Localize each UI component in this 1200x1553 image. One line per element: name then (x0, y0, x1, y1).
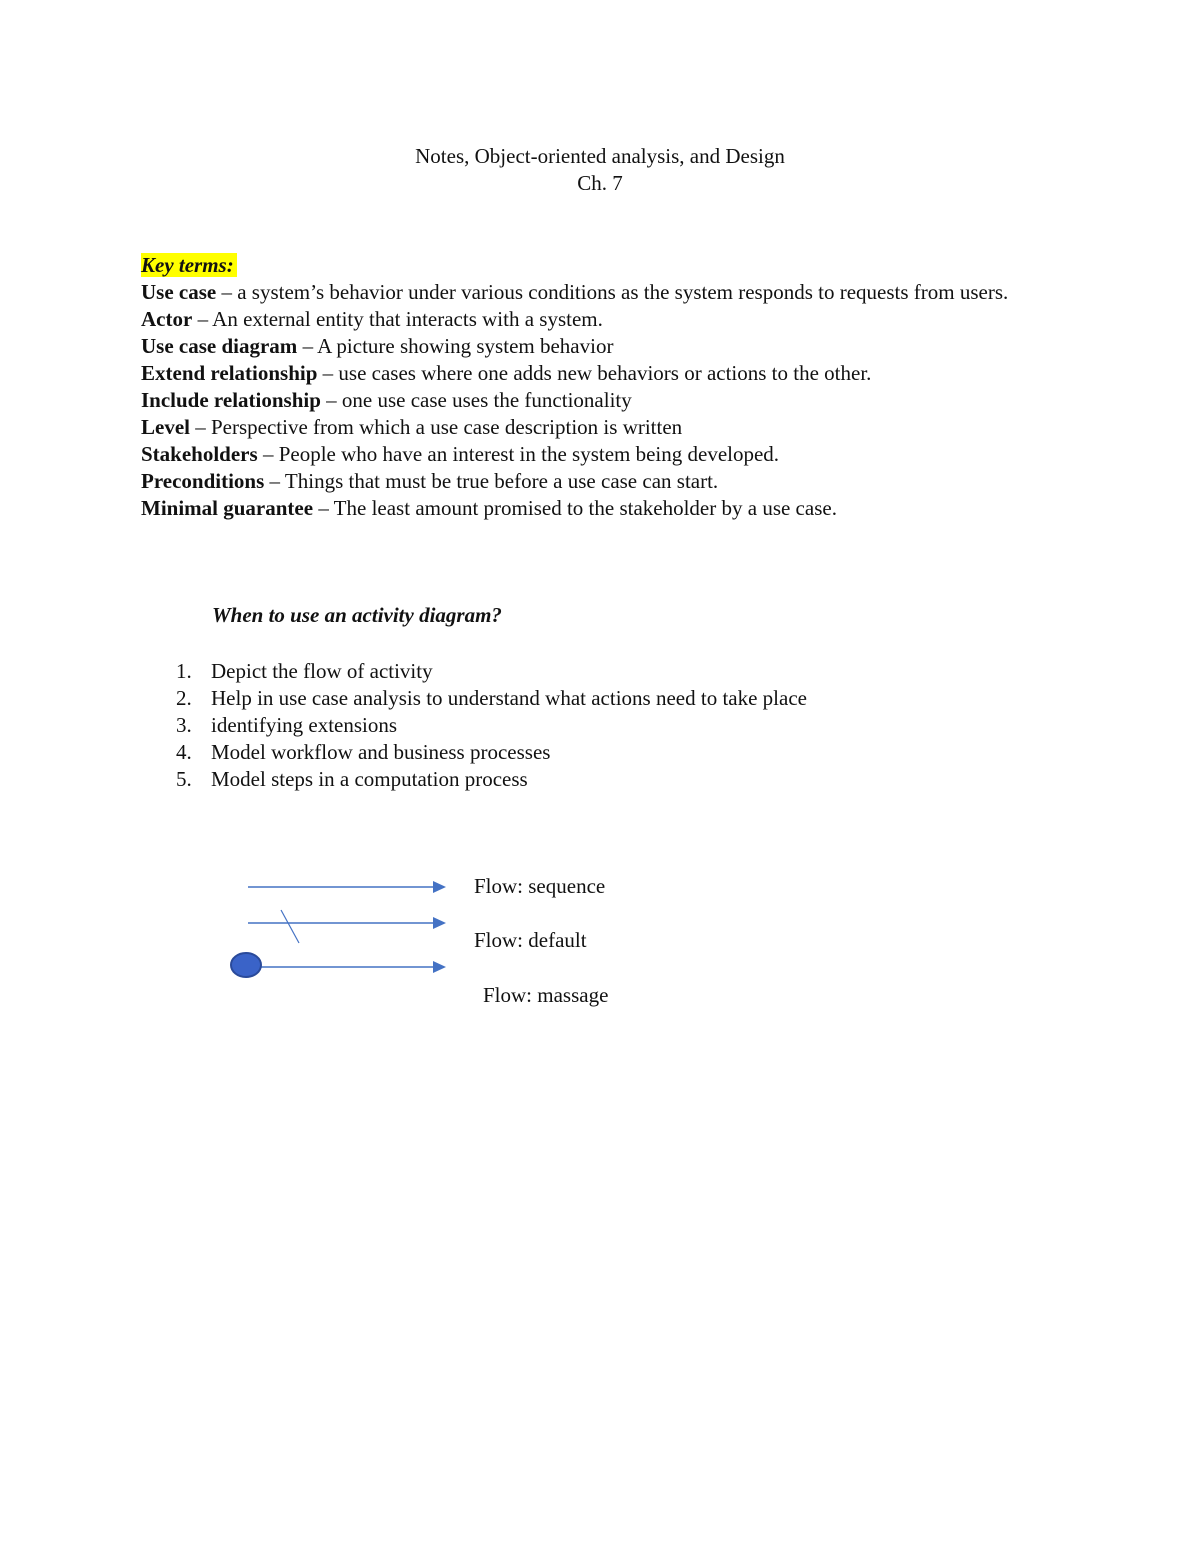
key-terms-heading: Key terms: (141, 253, 237, 277)
term-definition: – one use case uses the functionality (320, 388, 632, 412)
list-number: 3. (176, 713, 192, 737)
list-number: 4. (176, 740, 192, 764)
term-row (141, 387, 1071, 414)
title-block (0, 143, 1200, 197)
sequence-flow-arrow (248, 881, 446, 893)
default-flow-slash (281, 910, 299, 943)
list-item (176, 739, 807, 766)
term-definition: – use cases where one adds new behaviors or actions to the other. (317, 361, 872, 385)
list-text: Depict the flow of activity (211, 659, 433, 683)
term-name: Use case (141, 280, 217, 304)
list-item (176, 685, 807, 712)
term-name: Stakeholders (141, 442, 258, 466)
key-terms-section (141, 252, 1071, 522)
flow-legend-diagram (225, 870, 645, 1020)
term-row (141, 495, 1071, 522)
term-definition: – A picture showing system behavior (297, 334, 614, 358)
activity-question: When to use an activity diagram? (212, 603, 502, 627)
term-name: Actor (141, 307, 193, 331)
list-number: 2. (176, 686, 192, 710)
list-text: Model steps in a computation process (211, 767, 528, 791)
term-name: Preconditions (141, 469, 265, 493)
term-definition: – a system’s behavior under various conditions as the system responds to requests from users. (216, 280, 1009, 304)
term-name: Include relationship (141, 388, 321, 412)
message-flow-arrow (231, 953, 446, 977)
term-row (141, 279, 1071, 306)
default-flow-arrow (248, 910, 446, 943)
term-name: Level (141, 415, 190, 439)
term-definition: – Things that must be true before a use case can start. (264, 469, 719, 493)
list-text: identifying extensions (211, 713, 398, 737)
list-item (176, 658, 807, 685)
term-name: Minimal guarantee (141, 496, 314, 520)
flow-default-label: Flow: default (474, 928, 587, 952)
list-number: 1. (176, 659, 192, 683)
message-flow-node (231, 953, 261, 977)
term-name: Use case diagram (141, 334, 298, 358)
list-item (176, 766, 807, 793)
term-row (141, 414, 1071, 441)
page-title: Notes, Object-oriented analysis, and Design (415, 144, 785, 168)
term-definition: – Perspective from which a use case description is written (189, 415, 683, 439)
term-name: Extend relationship (141, 361, 318, 385)
term-definition: – People who have an interest in the system being developed. (257, 442, 780, 466)
term-row (141, 468, 1071, 495)
flow-message-label: Flow: massage (483, 983, 609, 1007)
list-number: 5. (176, 767, 192, 791)
list-item (176, 712, 807, 739)
activity-steps-list (176, 658, 807, 793)
term-definition: – An external entity that interacts with a system. (192, 307, 603, 331)
term-row (141, 360, 1071, 387)
flow-sequence-label: Flow: sequence (474, 874, 606, 898)
chapter-label: Ch. 7 (577, 171, 623, 195)
list-text: Model workflow and business processes (211, 740, 551, 764)
list-text: Help in use case analysis to understand what actions need to take place (211, 686, 807, 710)
term-definition: – The least amount promised to the stakeholder by a use case. (313, 496, 837, 520)
term-row (141, 333, 1071, 360)
term-row (141, 306, 1071, 333)
flow-arrows (225, 870, 455, 1020)
term-row (141, 441, 1071, 468)
